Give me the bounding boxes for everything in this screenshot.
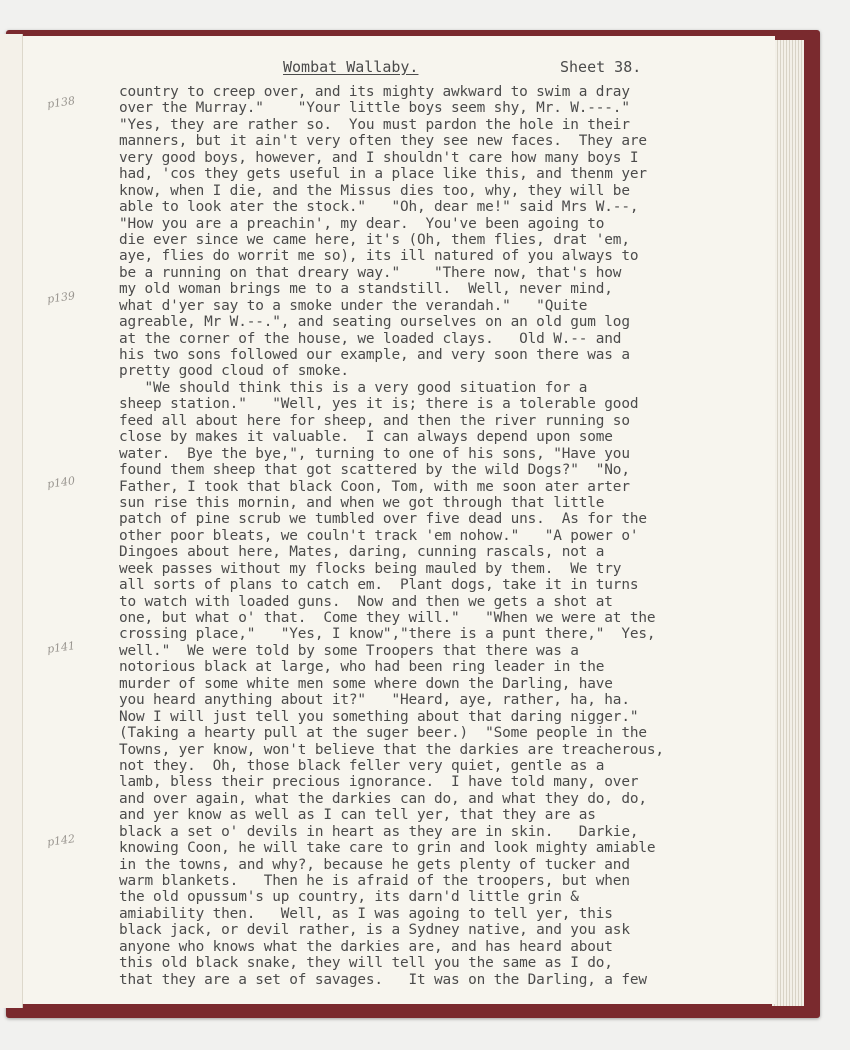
- text-line: close by makes it valuable. I can always depend upon some: [119, 429, 613, 446]
- text-line: warm blankets. Then he is afraid of the troopers, but when: [119, 873, 630, 889]
- text-line: the old opussum's up country, its darn'd little grin &: [119, 889, 579, 906]
- text-line: murder of some white men some where down the Darling, have: [119, 675, 613, 692]
- text-line: lamb, bless their precious ignorance. I have told many, over: [119, 774, 639, 791]
- text-line: able to look ater the stock." "Oh, dear me!" said Mrs W.--,: [119, 199, 639, 216]
- margin-note: p142: [46, 832, 76, 849]
- text-line: Dingoes about here, Mates, daring, cunning rascals, not a: [119, 544, 605, 561]
- margin-note: p139: [46, 289, 76, 306]
- text-line: feed all about here for sheep, and then the river running so: [119, 412, 630, 429]
- text-line: to watch with loaded guns. Now and then we gets a shot at: [119, 593, 613, 610]
- text-line: "How you are a preachin', my dear. You've been agoing to: [119, 215, 605, 232]
- text-line: Now I will just tell you something about that daring nigger.": [119, 708, 639, 725]
- text-line: "We should think this is a very good situation for a: [119, 379, 588, 396]
- text-line: country to creep over, and its mighty awkward to swim a dray: [119, 84, 630, 100]
- text-line: water. Bye the bye,", turning to one of his sons, "Have you: [119, 445, 630, 462]
- text-line: black jack, or devil rather, is a Sydney native, and you ask: [119, 922, 630, 939]
- margin-notes: [47, 96, 107, 896]
- text-line: agreable, Mr W.--.", and seating ourselves on an old gum log: [119, 314, 630, 331]
- text-line: aye, flies do worrit me so), its ill natured of you always to: [119, 248, 639, 265]
- typed-text-body: [119, 84, 769, 988]
- text-line: you heard anything about it?" "Heard, aye, rather, ha, ha.: [119, 692, 630, 709]
- text-line: die ever since we came here, it's (Oh, them flies, drat 'em,: [119, 231, 630, 248]
- text-line: and yer know as well as I can tell yer, that they are as: [119, 807, 596, 824]
- left-page-edge: [0, 34, 23, 1008]
- sheet-number: Sheet 38.: [560, 58, 642, 76]
- text-line: all sorts of plans to catch em. Plant dogs, take it in turns: [119, 577, 639, 594]
- text-line: manners, but it ain't very often they see new faces. They are: [119, 133, 647, 150]
- text-line: Towns, yer know, won't believe that the darkies are treacherous,: [119, 741, 664, 758]
- text-line: well." We were told by some Troopers that there was a: [119, 642, 579, 659]
- text-line: very good boys, however, and I shouldn't care how many boys I: [119, 149, 639, 166]
- text-line: one, but what o' that. Come they will." "When we were at the: [119, 610, 656, 626]
- text-line: not they. Oh, those black feller very quiet, gentle as a: [119, 757, 605, 774]
- text-line: had, 'cos they gets useful in a place like this, and thenm yer: [119, 166, 647, 183]
- text-line: amiability then. Well, as I was agoing to tell yer, this: [119, 905, 613, 922]
- page-edges: [772, 40, 804, 1006]
- page-header: [23, 58, 775, 78]
- text-line: his two sons followed our example, and very soon there was a: [119, 347, 630, 363]
- text-line: and over again, what the darkies can do, and what they do, do,: [119, 790, 647, 807]
- text-line: at the corner of the house, we loaded clays. Old W.-- and: [119, 330, 622, 347]
- text-line: know, when I die, and the Missus dies too, why, they will be: [119, 182, 630, 199]
- text-line: this old black snake, they will tell you the same as I do,: [119, 955, 613, 972]
- text-line: (Taking a hearty pull at the suger beer.) "Some people in the: [119, 725, 647, 742]
- text-line: Father, I took that black Coon, Tom, with me soon ater arter: [119, 478, 630, 495]
- page-title: Wombat Wallaby.: [283, 58, 419, 76]
- text-line: patch of pine scrub we tumbled over five dead uns. As for the: [119, 511, 647, 528]
- text-line: pretty good cloud of smoke.: [119, 363, 349, 380]
- manuscript-page: [22, 36, 775, 1004]
- text-line: in the towns, and why?, because he gets plenty of tucker and: [119, 856, 630, 873]
- margin-note: p141: [46, 639, 76, 656]
- text-line: crossing place," "Yes, I know","there is a punt there," Yes,: [119, 626, 656, 643]
- text-line: notorious black at large, who had been ring leader in the: [119, 659, 605, 676]
- text-line: black a set o' devils in heart as they are in skin. Darkie,: [119, 823, 639, 840]
- text-line: over the Murray." "Your little boys seem shy, Mr. W.---.": [119, 100, 630, 117]
- text-line: sun rise this mornin, and when we got through that little: [119, 494, 605, 511]
- text-line: my old woman brings me to a standstill. Well, never mind,: [119, 281, 613, 298]
- text-line: found them sheep that got scattered by the wild Dogs?" "No,: [119, 462, 630, 479]
- text-line: be a running on that dreary way." "There now, that's how: [119, 264, 622, 281]
- text-line: anyone who knows what the darkies are, and has heard about: [119, 938, 613, 955]
- text-line: that they are a set of savages. It was on the Darling, a few: [119, 971, 647, 988]
- text-line: knowing Coon, he will take care to grin and look mighty amiable: [119, 840, 656, 857]
- text-line: other poor bleats, we couln't track 'em nohow." "A power o': [119, 527, 639, 544]
- text-line: sheep station." "Well, yes it is; there is a tolerable good: [119, 396, 639, 413]
- margin-note: p140: [46, 474, 76, 491]
- text-line: week passes without my flocks being mauled by them. We try: [119, 560, 622, 577]
- margin-note: p138: [46, 94, 76, 111]
- text-line: what d'yer say to a smoke under the verandah." "Quite: [119, 297, 588, 314]
- text-line: "Yes, they are rather so. You must pardon the hole in their: [119, 116, 630, 133]
